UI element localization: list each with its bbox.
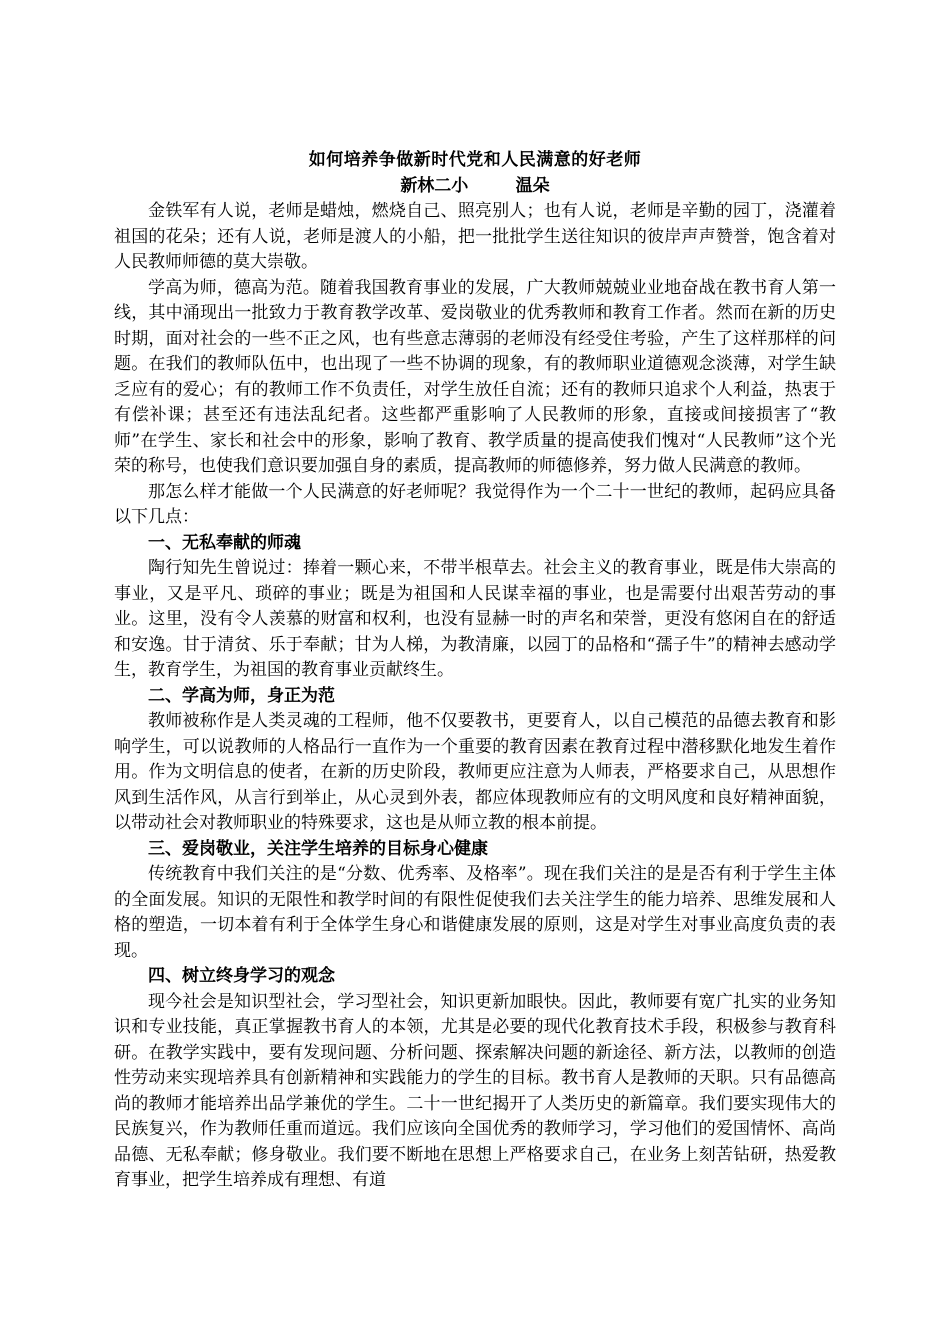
section-heading-3: 三、爱岗敬业，关注学生培养的目标身心健康	[148, 838, 488, 859]
intro-paragraph-1: 金铁军有人说，老师是蜡烛，燃烧自己、照亮别人；也有人说，老师是辛勤的园丁，浇灌着祖国的花朵；还有人说，老师是渡人的小船，把一批批学生送往知识的彼岸声声赞誉，饱含着对人民教师师德的莫大崇敬。	[114, 201, 836, 272]
section-heading-1: 一、无私奉献的师魂	[148, 532, 301, 553]
document-title: 如何培养争做新时代党和人民满意的好老师	[308, 150, 642, 170]
intro-paragraph-2: 学高为师，德高为范。随着我国教育事业的发展，广大教师兢兢业业地奋战在教书育人第一线，其中涌现出一批致力于教育教学改革、爱岗敬业的优秀教师和教育工作者。然而在新的历史时期，面对社会的一些不正之风，也有些意志薄弱的老师没有经受住考验，产生了这样那样的问题。在我们的教师队伍中，也出现了一些不协调的现象，有的教师职业道德观念淡薄，对学生缺乏应有的爱心；有的教师工作不负责任，对学生放任自流；还有的教师只追求个人利益，热衷于有偿补课；甚至还有违法乱纪者。这些都严重影响了人民教师的形象，直接或间接损害了“教师”在学生、家长和社会中的形象，影响了教育、教学质量的提高使我们愧对“人民教师”这个光荣的称号，也使我们意识要加强自身的素质，提高教师的师德修养，努力做人民满意的教师。	[114, 277, 836, 476]
document-page	[114, 148, 836, 1194]
intro-paragraph-3: 那怎么样才能做一个人民满意的好老师呢？我觉得作为一个二十一世纪的教师，起码应具备以下几点：	[114, 481, 836, 527]
author-line: 新林二小 温朵	[400, 175, 550, 196]
section-body-4: 现今社会是知识型社会，学习型社会，知识更新加眼快。因此，教师要有宽广扎实的业务知识和专业技能，真正掌握教书育人的本领，尤其是必要的现代化教育技术手段，积极参与教育科研。在教学实践中，要有发现问题、分析问题、探索解决问题的新途径、新方法，以教师的创造性劳动来实现培养具有创新精神和实践能力的学生的目标。教书育人是教师的天职。只有品德高尚的教师才能培养出品学兼优的学生。二十一世纪揭开了人类历史的新篇章。我们要实现伟大的民族复兴，作为教师任重而道远。我们应该向全国优秀的教师学习，学习他们的爱国情怀、高尚品德、无私奉献；修身敬业。我们要不断地在思想上严格要求自己，在业务上刻苦钻研，热爱教育事业，把学生培养成有理想、有道	[114, 991, 836, 1190]
section-body-1: 陶行知先生曾说过：捧着一颗心来，不带半根草去。社会主义的教育事业，既是伟大崇高的事业，又是平凡、琐碎的事业；既是为祖国和人民谋幸福的事业，也是需要付出艰苦劳动的事业。这里，没有令人羡慕的财富和权利，也没有显赫一时的声名和荣誉，更没有悠闲自在的舒适和安逸。甘于清贫、乐于奉献；甘为人梯，为教清廉，以园丁的品格和“孺子牛”的精神去感动学生，教育学生，为祖国的教育事业贡献终生。	[114, 558, 836, 680]
section-heading-2: 二、学高为师，身正为范	[148, 685, 335, 706]
section-body-3: 传统教育中我们关注的是“分数、优秀率、及格率”。现在我们关注的是是否有利于学生主体的全面发展。知识的无限性和教学时间的有限性促使我们去关注学生的能力培养、思维发展和人格的塑造，一切本着有利于全体学生身心和谐健康发展的原则，这是对学生对事业高度负责的表现。	[114, 864, 836, 961]
section-heading-4: 四、树立终身学习的观念	[148, 966, 335, 986]
section-body-2: 教师被称作是人类灵魂的工程师，他不仅要教书，更要育人，以自己模范的品德去教育和影响学生，可以说教师的人格品行一直作为一个重要的教育因素在教育过程中潜移默化地发生着作用。作为文明信息的使者，在新的历史阶段，教师更应注意为人师表，严格要求自己，从思想作风到生活作风，从言行到举止，从心灵到外表，都应体现教师应有的文明风度和良好精神面貌，以带动社会对教师职业的特殊要求，这也是从师立教的根本前提。	[114, 711, 836, 833]
